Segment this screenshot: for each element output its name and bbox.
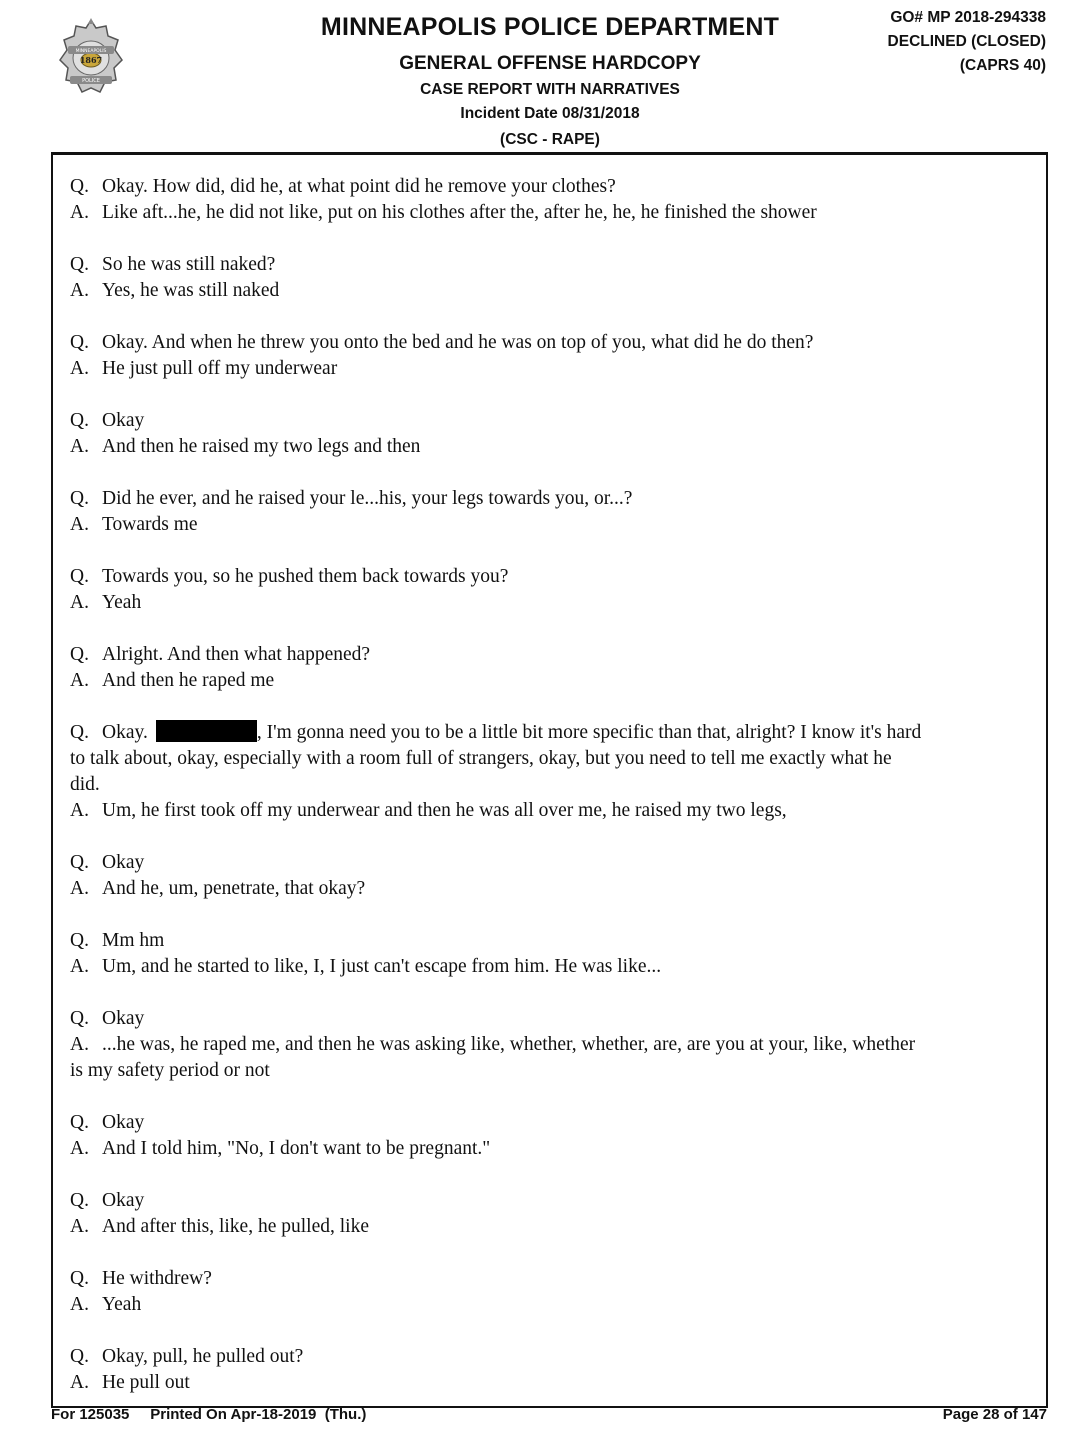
answer-line: A. And then he raped me <box>70 670 275 691</box>
question-line: Q. So he was still naked? <box>70 254 276 275</box>
answer-line: A. ...he was, he raped me, and then he was asking like, whether, whether, are, are you at your, like, whether <box>70 1034 916 1055</box>
qa-pair <box>70 720 1020 824</box>
answer-line: A. Like aft...he, he did not like, put on his clothes after the, after he, he, he finished the shower <box>70 202 817 223</box>
badge-year-text: 1867 <box>79 55 103 65</box>
qa-pair <box>70 1344 1020 1396</box>
question-line: Q. Did he ever, and he raised your le...his, your legs towards you, or...? <box>70 488 633 509</box>
question-line: Q. Mm hm <box>70 930 165 951</box>
qa-pair <box>70 1110 1020 1162</box>
answer-line: A. Yeah <box>70 592 142 613</box>
question-continuation: did. <box>70 774 100 795</box>
question-line: Q. Okay <box>70 1008 145 1029</box>
qa-pair <box>70 330 1020 382</box>
case-status: DECLINED (CLOSED) <box>887 33 1046 50</box>
answer-line: A. Yes, he was still naked <box>70 280 280 301</box>
badge-top-text: MINNEAPOLIS <box>75 49 107 54</box>
page-footer <box>51 1404 1047 1426</box>
answer-continuation: is my safety period or not <box>70 1060 270 1081</box>
case-info-block <box>888 6 1046 78</box>
qa-pair <box>70 486 1020 538</box>
answer-line: A. Yeah <box>70 1294 142 1315</box>
answer-line: A. Towards me <box>70 514 198 535</box>
answer-line: A. And he, um, penetrate, that okay? <box>70 878 366 899</box>
qa-pair <box>70 408 1020 460</box>
question-line: Q. Okay, pull, he pulled out? <box>70 1346 304 1367</box>
qa-pair <box>70 1266 1020 1318</box>
qa-pair <box>70 928 1020 980</box>
badge-bottom-text: POLICE <box>82 78 100 84</box>
question-line: Q. Alright. And then what happened? <box>70 644 371 665</box>
answer-line: A. And then he raised my two legs and then <box>70 436 421 457</box>
report-subtitle: CASE REPORT WITH NARRATIVES <box>420 81 680 98</box>
qa-pair <box>70 642 1020 694</box>
question-line: Q. Okay <box>70 1190 145 1211</box>
qa-pair <box>70 1006 1020 1084</box>
qa-pair <box>70 850 1020 902</box>
case-number: GO# MP 2018-294338 <box>890 9 1046 26</box>
question-line: Q. Okay. How did, did he, at what point did he remove your clothes? <box>70 176 616 197</box>
redaction-bar <box>156 720 257 742</box>
question-line: Q. Towards you, so he pushed them back towards you? <box>70 566 509 587</box>
answer-line: A. Um, and he started to like, I, I just can't escape from him. He was like... <box>70 956 662 977</box>
police-badge-icon <box>58 18 124 102</box>
header-title-block <box>250 10 850 152</box>
department-name: MINNEAPOLIS POLICE DEPARTMENT <box>320 13 780 41</box>
print-info: For 125035 Printed On Apr-18-2019 (Thu.) <box>51 1406 367 1423</box>
question-line: Q. Okay <box>70 1112 145 1133</box>
answer-line: A. He just pull off my underwear <box>70 358 338 379</box>
qa-pair <box>70 1188 1020 1240</box>
qa-pair <box>70 564 1020 616</box>
caprs-code: (CAPRS 40) <box>959 57 1046 74</box>
interview-transcript <box>70 174 1020 1422</box>
question-continuation: to talk about, okay, especially with a room full of strangers, okay, but you need to tell me exactly what he <box>70 748 892 769</box>
answer-line: A. He pull out <box>70 1372 190 1393</box>
qa-pair <box>70 252 1020 304</box>
question-line: Q. Okay. , I'm gonna need you to be a little bit more specific than that, alright? I know it's hard <box>70 722 922 743</box>
qa-pair <box>70 174 1020 226</box>
offense-type: (CSC - RAPE) <box>500 131 600 148</box>
report-header <box>0 0 1080 155</box>
page-number: Page 28 of 147 <box>942 1406 1047 1423</box>
question-line: Q. Okay <box>70 852 145 873</box>
question-line: Q. He withdrew? <box>70 1268 212 1289</box>
report-type: GENERAL OFFENSE HARDCOPY <box>399 53 701 74</box>
answer-line: A. And after this, like, he pulled, like <box>70 1216 369 1237</box>
question-line: Q. Okay. And when he threw you onto the bed and he was on top of you, what did he do then? <box>70 332 814 353</box>
answer-line: A. And I told him, "No, I don't want to be pregnant." <box>70 1138 491 1159</box>
answer-line: A. Um, he first took off my underwear and then he was all over me, he raised my two legs, <box>70 800 787 821</box>
incident-date: Incident Date 08/31/2018 <box>460 105 640 122</box>
question-line: Q. Okay <box>70 410 145 431</box>
